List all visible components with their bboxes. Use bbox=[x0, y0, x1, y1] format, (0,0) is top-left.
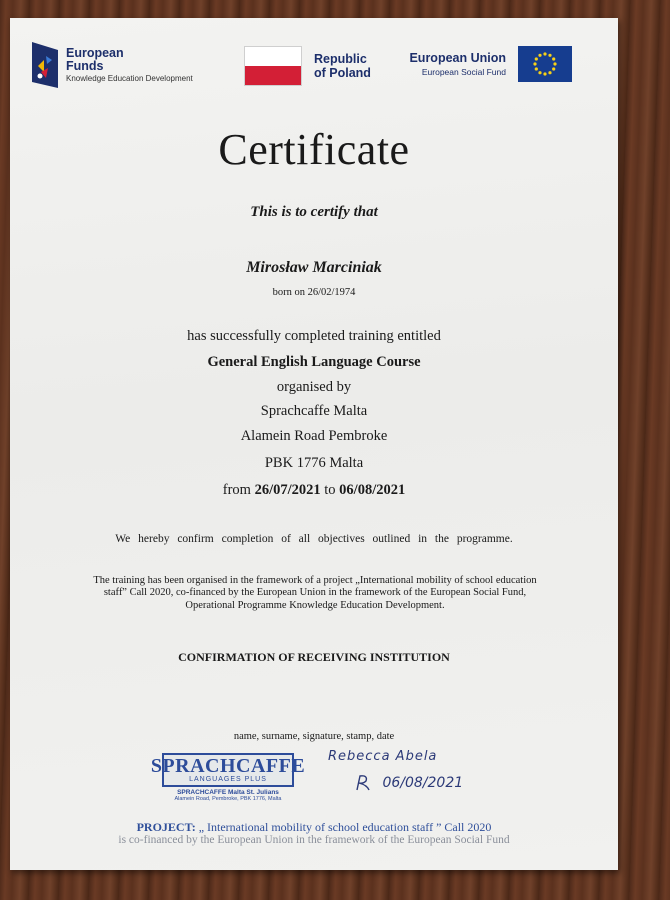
project-label: PROJECT: bbox=[136, 820, 196, 834]
from-label: from bbox=[222, 482, 251, 498]
stamp-brand: SPRACHCAFFE bbox=[150, 755, 306, 777]
organiser-address-line2: PBK 1776 Malta bbox=[264, 455, 364, 471]
receiving-institution-heading: CONFIRMATION OF RECEIVING INSTITUTION bbox=[178, 650, 450, 664]
organised-by-text: organised by bbox=[276, 379, 352, 395]
handwritten-signer-name: Rebecca Abela bbox=[328, 749, 438, 764]
organiser-name: Sprachcaffe Malta bbox=[260, 403, 368, 419]
stamp-line2: Alamein Road, Pembroke, PBK 1776, Malta bbox=[174, 796, 282, 802]
signature-caption: name, surname, signature, stamp, date bbox=[233, 731, 395, 742]
eu-funds-line1: European bbox=[66, 45, 124, 60]
date-from: 26/07/2021 bbox=[254, 482, 321, 498]
training-period bbox=[10, 482, 618, 499]
signature-scribble-icon bbox=[354, 774, 374, 792]
european-funds-icon bbox=[32, 42, 58, 88]
date-to: 06/08/2021 bbox=[339, 482, 406, 498]
certificate-sheet bbox=[10, 18, 618, 870]
completed-text: has successfully completed training entitled bbox=[187, 328, 441, 344]
eu-funds-line2: Funds bbox=[66, 58, 104, 73]
certify-statement: This is to certify that bbox=[250, 204, 378, 220]
republic-of-poland-logo bbox=[244, 46, 371, 86]
certificate-title: Certificate bbox=[218, 125, 410, 174]
course-name: General English Language Course bbox=[207, 354, 421, 370]
poland-line2: of Poland bbox=[314, 66, 371, 80]
confirmation-statement: We hereby confirm completion of all objectives outlined in the programme. bbox=[115, 533, 513, 545]
eu-line1: European Union bbox=[409, 51, 506, 65]
project-title: „ International mobility of school education staff ” Call 2020 bbox=[195, 820, 492, 834]
logo-bar bbox=[10, 40, 618, 110]
handwritten-signature bbox=[354, 774, 463, 792]
sprachcaffe-stamp bbox=[150, 753, 306, 803]
eu-funds-line3: Knowledge Education Development bbox=[66, 73, 193, 83]
poland-flag-icon bbox=[244, 46, 302, 86]
to-label: to bbox=[324, 482, 336, 498]
birth-date: born on 26/02/1974 bbox=[272, 287, 356, 298]
stamp-sub: LANGUAGES PLUS bbox=[189, 776, 267, 783]
project-framework-text: The training has been organised in the framework of a project „International mobility of school education staff” Call 2020, co-financed by the European Union in the framework of the European Social Fund, Operational Programme Knowledge Education Development. bbox=[93, 575, 537, 611]
handwritten-date: 06/08/2021 bbox=[382, 775, 464, 791]
cofinanced-footer: is co-financed by the European Union in the framework of the European Social Fund bbox=[118, 834, 510, 846]
project-footer bbox=[10, 820, 618, 835]
recipient-name: Mirosław Marciniak bbox=[246, 259, 382, 276]
european-union-logo bbox=[409, 46, 572, 82]
stamp-line1: SPRACHCAFFE Malta St. Julians bbox=[177, 789, 279, 796]
eu-line2: European Social Fund bbox=[421, 67, 506, 77]
poland-line1: Republic bbox=[314, 51, 367, 66]
eu-flag-icon bbox=[518, 46, 572, 82]
european-funds-logo bbox=[32, 42, 193, 88]
organiser-address-line1: Alamein Road Pembroke bbox=[240, 428, 388, 444]
